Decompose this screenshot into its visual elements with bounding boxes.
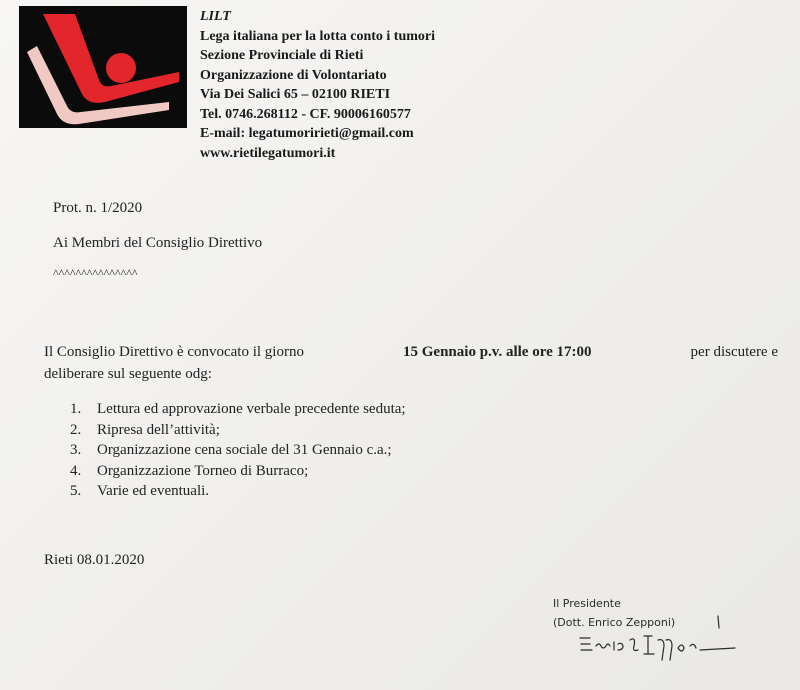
convocation-intro: Il Consiglio Direttivo è convocato il giorno bbox=[44, 344, 304, 360]
protocol-number: Prot. n. 1/2020 bbox=[53, 200, 143, 216]
signatory-name: (Dott. Enrico Zepponi) bbox=[553, 616, 676, 629]
recipient-line: Ai Membri del Consiglio Direttivo bbox=[53, 235, 263, 251]
org-address: Via Dei Salici 65 – 02100 RIETI bbox=[200, 87, 391, 102]
agenda-item: 4. Organizzazione Torneo di Burraco; bbox=[70, 462, 309, 479]
letterhead bbox=[200, 7, 435, 163]
org-name: Lega italiana per la lotta conto i tumori bbox=[200, 28, 435, 44]
agenda-list bbox=[70, 399, 406, 502]
agenda-item: 1. Lettura ed approvazione verbale precedente seduta; bbox=[70, 401, 406, 417]
org-email: E-mail: legatumoririeti@gmail.com bbox=[200, 126, 414, 141]
org-website: www.rietilegatumori.it bbox=[200, 145, 336, 161]
lilt-logo bbox=[19, 6, 187, 128]
meeting-date-time: 15 Gennaio p.v. alle ore 17:00 bbox=[403, 344, 592, 360]
org-acronym: LILT bbox=[200, 9, 231, 24]
convocation-paragraph bbox=[44, 341, 778, 385]
place-and-date: Rieti 08.01.2020 bbox=[44, 552, 145, 568]
org-type: Organizzazione di Volontariato bbox=[200, 67, 387, 83]
agenda-item: 3. Organizzazione cena sociale del 31 Gennaio c.a.; bbox=[70, 442, 392, 458]
agenda-item: 2. Ripresa dell’attività; bbox=[70, 421, 220, 438]
signatory-title: Il Presidente bbox=[553, 597, 621, 610]
handwritten-signature bbox=[540, 606, 740, 666]
agenda-item: 5. Varie ed eventuali. bbox=[70, 483, 210, 499]
lilt-logo-graphic bbox=[19, 6, 187, 128]
org-section: Sezione Provinciale di Rieti bbox=[200, 48, 364, 63]
convocation-line-1 bbox=[44, 341, 778, 363]
convocation-line-2: deliberare sul seguente odg: bbox=[44, 366, 212, 382]
separator-line: ^^^^^^^^^^^^^^^ bbox=[53, 266, 138, 280]
convocation-after-date: per discutere e bbox=[690, 344, 778, 360]
org-phone-cf: Tel. 0746.268112 - CF. 90006160577 bbox=[200, 106, 411, 122]
